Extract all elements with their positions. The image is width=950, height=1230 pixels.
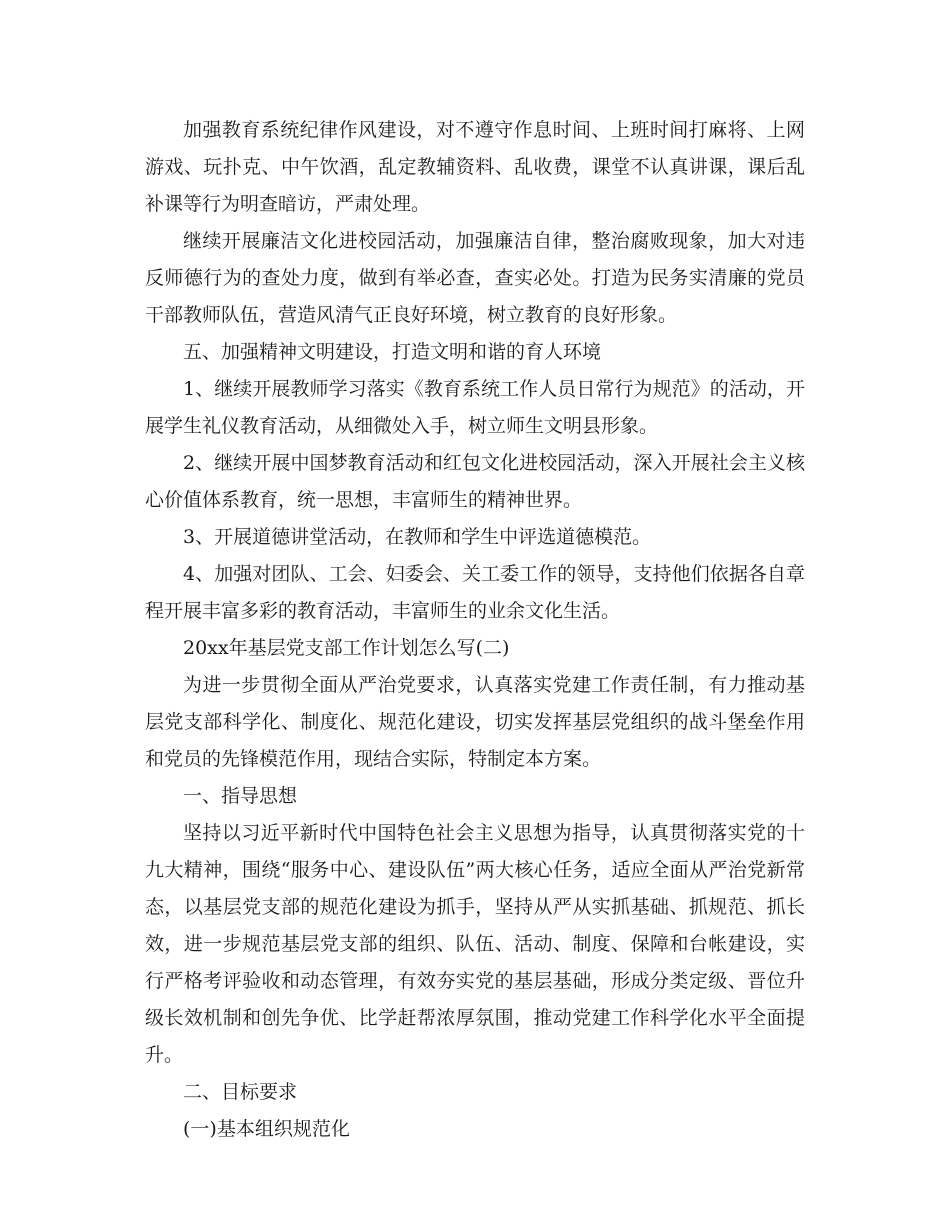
subsection-heading-basic-organization: (一)基本组织规范化 [183, 1118, 350, 1140]
paragraph-discipline: 加强教育系统纪律作风建设，对不遵守作息时间、上班时间打麻将、上网游戏、玩扑克、中午饮酒，乱定教辅资料、乱收费，课堂不认真讲课，课后乱补课等行为明查暗访，严肃处理。 [145, 119, 805, 215]
paragraph-integrity: 继续开展廉洁文化进校园活动，加强廉洁自律，整治腐败现象，加大对违反师德行为的查处力度，做到有举必查，查实必处。打造为民务实清廉的党员干部教师队伍，营造风清气正良好环境，树立教育的良好形象。 [145, 230, 805, 326]
document-subtitle: 20xx年基层党支部工作计划怎么写(二) [183, 637, 510, 659]
paragraph-guiding-thought: 坚持以习近平新时代中国特色社会主义思想为指导，认真贯彻落实党的十九大精神，围绕“服务中心、建设队伍”两大核心任务，适应全面从严治党新常态，以基层党支部的规范化建设为抓手，坚持从严从实抓基础、抓规范、抓长效，进一步规范基层党支部的组织、队伍、活动、制度、保障和台帐建设，实行严格考评验收和动态管理，有效夯实党的基层基础，形成分类定级、晋位升级长效机制和创先争优、比学赶帮浓厚氛围，推动党建工作科学化水平全面提升。 [145, 822, 805, 1066]
document-body [145, 112, 805, 1148]
section-heading-goals: 二、目标要求 [183, 1081, 298, 1103]
section-heading-five: 五、加强精神文明建设，打造文明和谐的育人环境 [183, 341, 602, 363]
list-item-1: 1、继续开展教师学习落实《教育系统工作人员日常行为规范》的活动，开展学生礼仪教育活动，从细微处入手，树立师生文明县形象。 [145, 378, 805, 437]
list-item-2: 2、继续开展中国梦教育活动和红包文化进校园活动，深入开展社会主义核心价值体系教育，统一思想，丰富师生的精神世界。 [145, 452, 805, 511]
paragraph-purpose: 为进一步贯彻全面从严治党要求，认真落实党建工作责任制，有力推动基层党支部科学化、制度化、规范化建设，切实发挥基层党组织的战斗堡垒作用和党员的先锋模范作用，现结合实际，特制定本方案。 [145, 674, 805, 770]
list-item-4: 4、加强对团队、工会、妇委会、关工委工作的领导，支持他们依据各自章程开展丰富多彩的教育活动，丰富师生的业余文化生活。 [145, 563, 805, 622]
section-heading-guiding-thought: 一、指导思想 [183, 785, 298, 807]
list-item-3: 3、开展道德讲堂活动，在教师和学生中评选道德模范。 [183, 526, 652, 548]
